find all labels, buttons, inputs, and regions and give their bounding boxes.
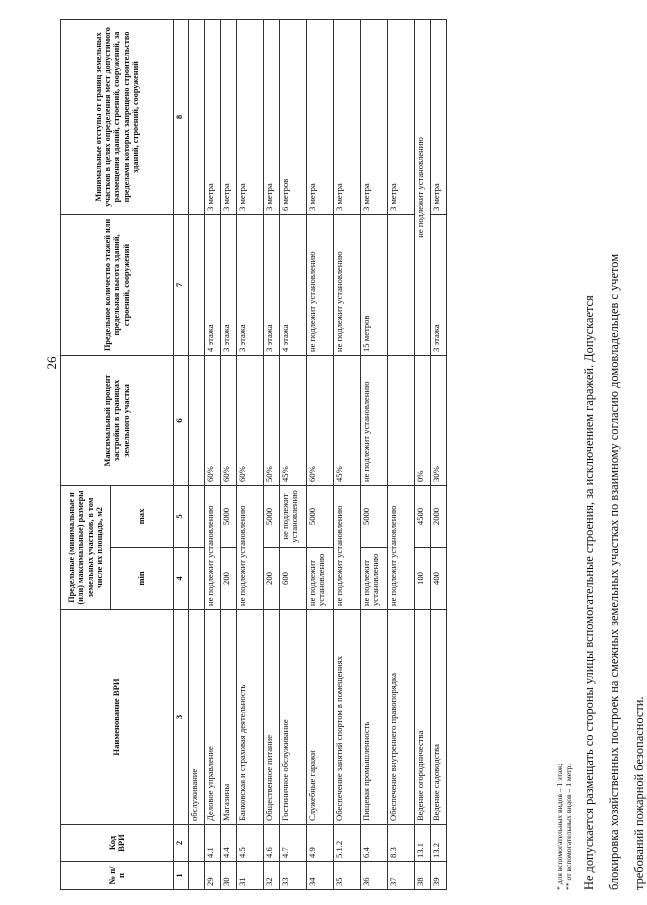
table-row [221,19,237,889]
header-row [61,19,111,889]
header-min: min [111,548,174,610]
cell-name: обслуживание [189,610,205,825]
cell-code: 4.5 [237,825,264,862]
cell-name: Пищевая промышленность [361,610,388,825]
cell-code: 13.2 [431,825,447,862]
header-number: 5 [174,485,189,547]
cell-code: 4.6 [264,825,280,862]
cell-min: не подлежит установлению [307,548,334,610]
cell-percent: 0% [415,355,431,485]
header-num: № п/п [61,862,174,890]
note-1: * для вспомогательных видов – 1 этаж; [555,763,564,890]
cell-max: не подлежит установлению [280,485,307,547]
cell-percent: 60% [307,355,334,485]
table-row [431,19,447,889]
cell-max: 5000 [307,485,334,547]
page-number: 26 [44,356,59,370]
cell-percent: 45% [280,355,307,485]
cell-size: не подлежит установлению [237,485,264,609]
header-code: Код ВРИ [61,825,174,862]
cell-floors: 15 метров [361,214,388,355]
table-row [189,19,205,889]
cell-num: 34 [307,862,334,890]
cell-max: 5000 [221,485,237,547]
header-floors: Предельное количество этажей или предельная высота зданий, строений, сооружений [61,214,174,355]
cell-num: 38 [415,862,431,890]
cell-floors-setback: не подлежит установлению [415,19,431,355]
cell-percent: 60% [237,355,264,485]
cell-percent: не подлежит установлению [361,355,388,485]
cell-setback: 6 метров [280,19,307,214]
table-row [361,19,388,889]
paragraph-line-3: требований пожарной безопасности. [632,696,646,890]
table-row [415,19,431,889]
cell-max: 5000 [264,485,280,547]
table-row [205,19,221,889]
cell-name: Ведение огородничества [415,610,431,825]
cell-code: 13.1 [415,825,431,862]
cell-floors: не подлежит установлению [334,214,361,355]
cell-min: 200 [221,548,237,610]
cell-num: 36 [361,862,388,890]
header-number: 7 [174,214,189,355]
header-number: 1 [174,862,189,890]
cell-code: 6.4 [361,825,388,862]
cell-num: 32 [264,862,280,890]
cell-code: 4.7 [280,825,307,862]
header-number: 8 [174,19,189,214]
cell-floors: не подлежит установлению [307,214,334,355]
table-row [334,19,361,889]
cell-floors: 4 этажа [205,214,221,355]
cell-max: 4500 [415,485,431,547]
cell-name: Служебные гаражи [307,610,334,825]
cell-setback: 3 метра [388,19,415,214]
cell-num: 35 [334,862,361,890]
header-size: Предельные (минимальные и (или) максимальные) размеры земельных участков, в том числе их площадь, м2 [61,485,111,609]
cell-num: 33 [280,862,307,890]
cell-max: 5000 [361,485,388,547]
cell-percent: 30% [431,355,447,485]
cell-percent: 60% [221,355,237,485]
cell-num: 37 [388,862,415,890]
cell-min: 400 [431,548,447,610]
cell-code: 4.4 [221,825,237,862]
header-percent: Максимальный процент застройки в границах земельного участка [61,355,174,485]
cell-code: 4.9 [307,825,334,862]
cell-name: Ведение садоводства [431,610,447,825]
cell-setback: 3 метра [205,19,221,214]
header-number: 3 [174,610,189,825]
header-max: max [111,485,174,547]
cell-min: 200 [264,548,280,610]
cell-setback: 3 метра [221,19,237,214]
cell-min: 100 [415,548,431,610]
cell-min: не подлежит установлению [361,548,388,610]
cell-size: не подлежит установлению [334,485,361,609]
table-row [237,19,264,889]
cell-num: 30 [221,862,237,890]
cell-floors: 3 этажа [237,214,264,355]
cell-percent: 60% [205,355,221,485]
cell-name: Общественное питание [264,610,280,825]
paragraph-line-2: блокировка хозяйственных построек на смежных земельных участках по взаимному согласию домовладельцев с учетом [607,253,621,890]
cell-setback: 3 метра [431,19,447,214]
header-number: 6 [174,355,189,485]
cell-size: не подлежит установлению [388,485,415,609]
table-notes [555,410,573,890]
cell-name: Банковская и страховая деятельность [237,610,264,825]
cell-setback: 3 метра [264,19,280,214]
paragraph-line-1: Не допускается размещать со стороны улицы вспомогательные строения, за исключением гаражей. Допускается [582,295,596,890]
cell-percent: 50% [264,355,280,485]
cell-max: 2000 [431,485,447,547]
cell-setback: 3 метра [361,19,388,214]
header-numbers-row [174,19,189,889]
cell-num: 29 [205,862,221,890]
cell-floors: 3 этажа [221,214,237,355]
cell-name: Обеспечение внутреннего правопорядка [388,610,415,825]
cell-percent: 45% [334,355,361,485]
cell-code: 4.1 [205,825,221,862]
cell-setback: 3 метра [237,19,264,214]
cell-setback: 3 метра [307,19,334,214]
cell-floors: 3 этажа [264,214,280,355]
table-row [280,19,307,889]
cell-min: 600 [280,548,307,610]
table-row [307,19,334,889]
cell-setback: 3 метра [334,19,361,214]
cell-name: Магазины [221,610,237,825]
cell-name: Обеспечение занятий спортом в помещениях [334,610,361,825]
header-setback: Минимальные отступы от границ земельных участков в целях определения мест допустимого размещения зданий, строений, сооружений, за пределами которых запрещено строительство зданий, строений, сооружений [61,19,174,214]
cell-num: 39 [431,862,447,890]
table-row [388,19,415,889]
cell-num: 31 [237,862,264,890]
cell-floors: 4 этажа [280,214,307,355]
zoning-table [60,19,447,890]
rotated-page-content [60,20,646,890]
cell-code: 5.1.2 [334,825,361,862]
table-row [264,19,280,889]
cell-name: Деловое управление [205,610,221,825]
note-2: ** от вспомогательных видов – 1 метр. [564,763,574,890]
header-number: 4 [174,548,189,610]
cell-floors: 3 этажа [431,214,447,355]
cell-size: не подлежит установлению [205,485,221,609]
header-number: 2 [174,825,189,862]
cell-code: 8.3 [388,825,415,862]
header-name: Наименование ВРИ [61,610,174,825]
cell-name: Гостиничное обслуживание [280,610,307,825]
